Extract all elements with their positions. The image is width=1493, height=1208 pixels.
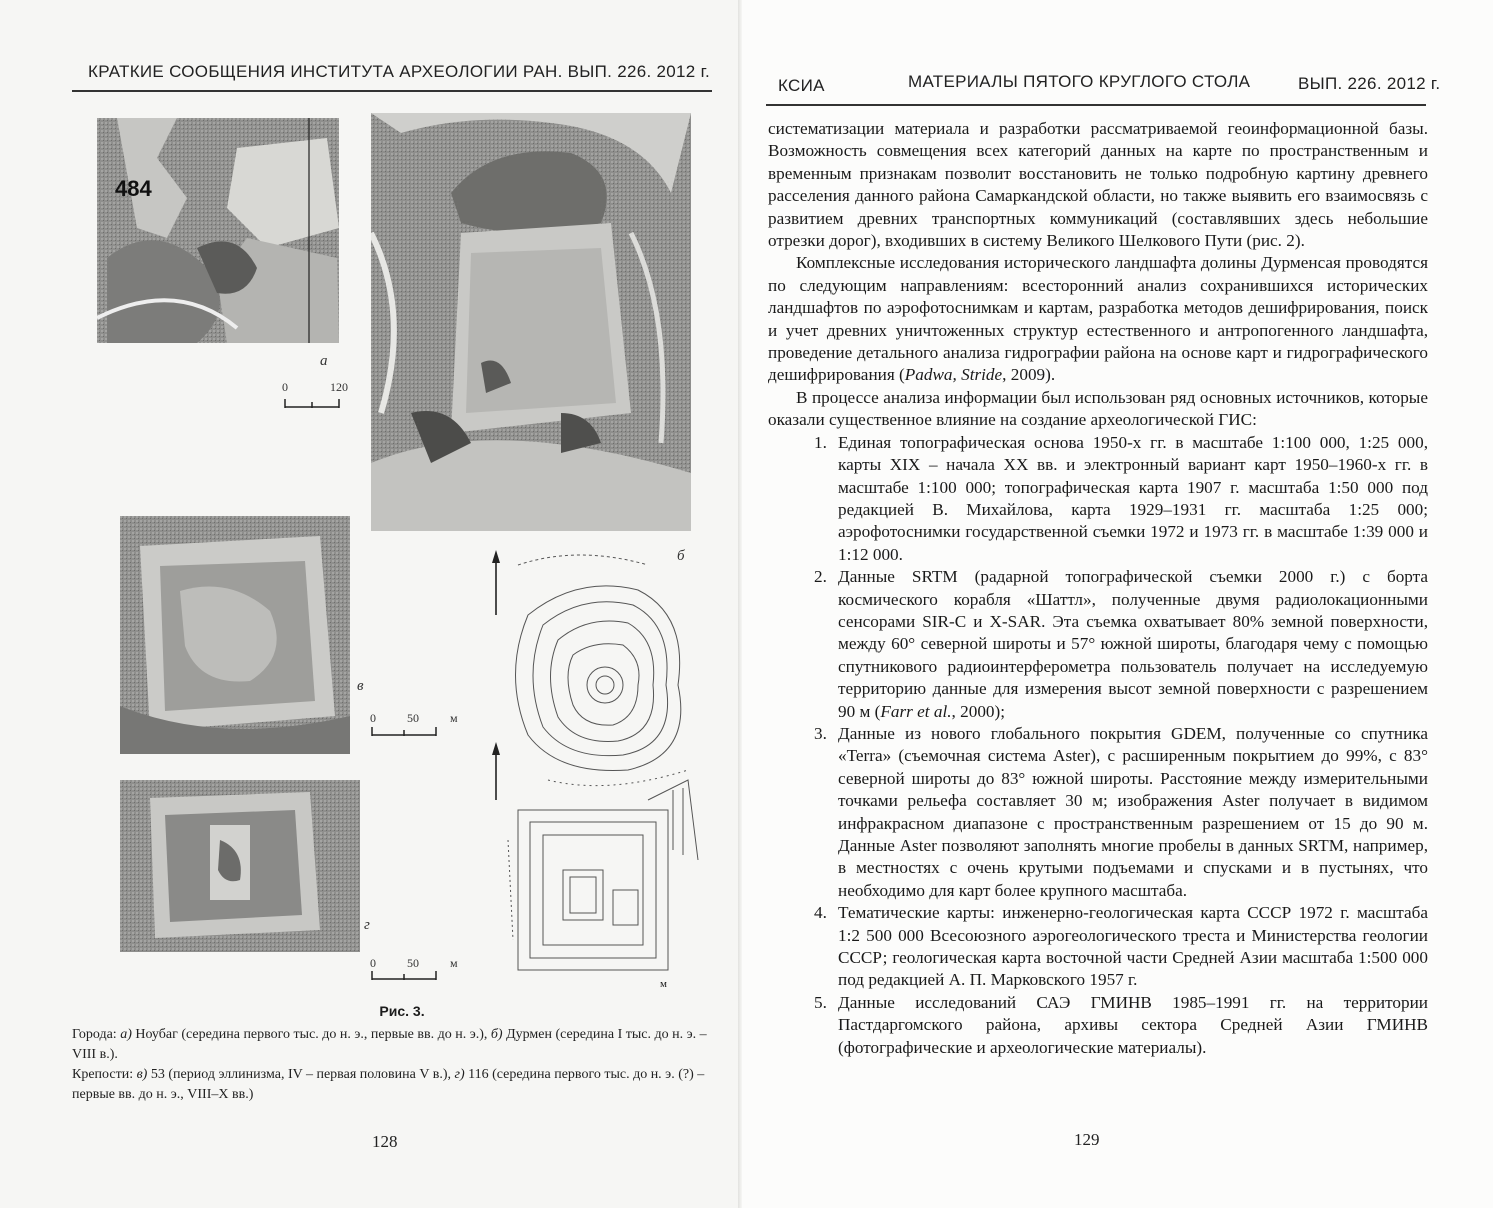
scale-bar-v: [370, 724, 440, 738]
running-head-journal: КСИА: [778, 76, 825, 95]
source-list-item: 5. Данные исследований САЭ ГМИНВ 1985–1991 гг. на территории Пастдаргомского района, архивы сектора Средней Азии ГМИНВ (фотографические и археологические материалы).: [814, 992, 1428, 1057]
left-page: [0, 0, 740, 1208]
paragraph-1: систематизации материала и разработки рассматриваемой геоинформационной базы. Возможность совмещения всех категорий данных на карте по пространственным и временным признакам позволит восстановить не только подробную картину древнего расселения данного района Самаркандской области, но также выявить его взаимосвязь с развитием древних транспортных коммуникаций (составлявших здесь небольшие отрезки дорог), входивших в систему Великого Шелкового Пути (рис. 2).: [768, 119, 1428, 251]
aerial-photo-fort-g: [120, 780, 360, 952]
scale-a-start: 0: [282, 380, 288, 394]
label-b: б: [677, 548, 685, 564]
list-item-number: 5.: [814, 992, 827, 1012]
page-number-right: 129: [1074, 1130, 1100, 1149]
source-list-item: 4. Тематические карты: инженерно-геологическая карта СССР 1972 г. масштаба 1:2 500 000 Всесоюзного аэрогеологического треста и Министерства геологии СССР; геологическая карта восточной части Средней Азии масштаба 1:500 000 под редакцией А. П. Марковского 1957 г.: [814, 903, 1428, 990]
paragraph-2: Комплексные исследования исторического ландшафта долины Дурменсая проводятся по следующим направлениям: всесторонний анализ сохранившихся исторических ландшафтов по аэрофотоснимкам и картам, разработка методов дешифрирования, поиск и учет древних уничтоженных структур естественного и антропогенного ландшафта, проведение детального анализа гидрографии района на основе карт и гидрографического дешифрирования (Padwa, Stride, 2009).: [768, 253, 1428, 385]
plan-drawing-fort: [488, 740, 708, 980]
page-number-left: 128: [372, 1132, 398, 1151]
plan-mark: м: [660, 978, 667, 990]
sources-list: [768, 432, 1428, 1059]
running-head-issue: ВЫП. 226. 2012 г.: [1298, 74, 1441, 93]
source-list-item: 3. Данные из нового глобального покрытия GDEM, полученные со спутника «Terra» (съемочная система Aster), с расширенным покрытием до 99%, с 83° северной широты до 83° южной широты. Расстояние между измерительными точками рельефа составляет 30 м; изображения Aster получает в видимом инфракрасном диапазоне с пространственным разрешением от 15 до 90 м. Данные Aster позволяют заполнять многие пробелы в данных SRTM, например, в местностях с очень крутыми подъемами и спусками и в пустынях, что необходимо для карт более крупного масштаба.: [814, 723, 1428, 900]
label-a: а: [320, 353, 328, 369]
north-arrow-icon: [492, 742, 500, 755]
source-list-item: 1. Единая топографическая основа 1950-х гг. в масштабе 1:100 000, 1:25 000, карты XIX – начала XX вв. и электронный вариант карт 1950–1960-х гг. в масштабе 1:100 000; топографическая карта 1907 г. масштаба 1:50 000 под редакцией В. Михайлова, карта 1929–1931 гг. масштаба 1:25 000; аэрофотоснимки государственной съемки 1972 и 1973 гг. в масштабе 1:39 000 и 1:12 000.: [814, 432, 1428, 564]
scale-a-end: 120: [330, 380, 348, 394]
list-item-number: 4.: [814, 903, 827, 923]
header-rule: [72, 90, 712, 92]
label-v: в: [357, 678, 364, 694]
list-item-number: 3.: [814, 723, 827, 743]
label-g: г: [364, 917, 370, 933]
scale-bar-a: [283, 396, 343, 410]
aerial-photo-durmen: [371, 113, 691, 531]
source-list-item: 2. Данные SRTM (радарной топографической съемки 2000 г.) с борта космического корабля «Шаттл», полученные двумя радиолокационными сенсорами SIR-C и X-SAR. Эта съемка охватывает 80% земной поверхности, между 60° северной широты и 57° южной широты, благодаря чему с помощью спутникового радиоинтерферометра пользователь получает на исследуемую территорию данные для измерения высот земной поверхности с разрешением 90 м (Farr et al., 2000);: [814, 567, 1428, 721]
figure-title: Рис. 3.: [379, 1003, 425, 1019]
photo-a-number: 484: [115, 176, 152, 201]
list-item-number: 2.: [814, 567, 827, 587]
scale-v: 0 50 м: [370, 711, 458, 725]
north-arrow-icon: [492, 550, 500, 563]
running-head-left-page: КРАТКИЕ СООБЩЕНИЯ ИНСТИТУТА АРХЕОЛОГИИ РАН. ВЫП. 226. 2012 г.: [88, 62, 711, 81]
caption-forts: Крепости: в) 53 (период эллинизма, IV – первая половина V в.), г) 116 (середина первого тыс. до н. э. (?) – первые вв. до н. э., VIII–X вв.): [72, 1067, 705, 1102]
paragraph-3: В процессе анализа информации был использован ряд основных источников, которые оказали существенное влияние на создание археологической ГИС:: [768, 387, 1428, 430]
running-head-section: МАТЕРИАЛЫ ПЯТОГО КРУГЛОГО СТОЛА: [908, 72, 1251, 91]
figure-caption: [72, 1025, 722, 1105]
main-text: [768, 118, 1428, 1059]
aerial-photo-fort-v: [120, 516, 350, 754]
aerial-photo-a: [97, 118, 339, 343]
caption-cities: Города: а) Ноубаг (середина первого тыс. до н. э., первые вв. до н. э.), б) Дурмен (середина I тыс. до н. э. – VIII в.).: [72, 1027, 707, 1062]
scale-bar-g: [370, 968, 440, 982]
list-item-number: 1.: [814, 432, 827, 452]
header-rule: [766, 104, 1426, 106]
scale-g: 0 50 м: [370, 956, 458, 970]
